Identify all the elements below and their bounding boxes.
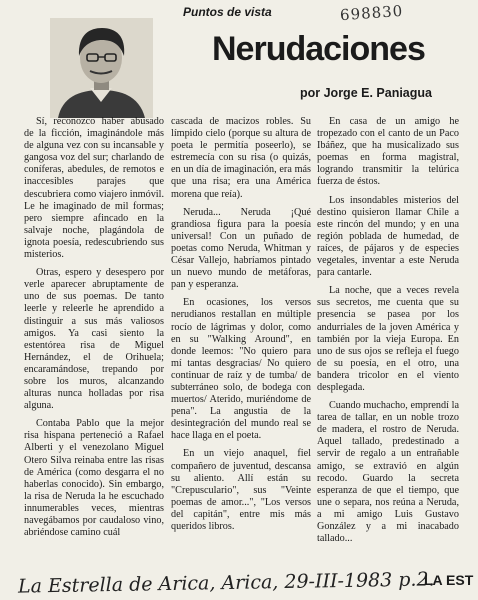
paragraph: La noche, que a veces revela sus secretos, me cuenta que su presencia se pasea por los andurriales de la joven América y también por la vieja Europa. En uno de sus ojos se refleja el fuego de su poesía, en el otro, una bandera tricolor en el viento desplegada. <box>317 285 459 393</box>
archive-stamp: 698830 <box>339 1 404 25</box>
paragraph: Contaba Pablo que la mejor risa hispana perteneció a Rafael Alberti y el venezolano Miguel Otero Silva reinaba entre las risas de América (como desgarra el no haberlas conocido). Sin embargo, la risa de Neruda la he escuchado innumerables veces, mientras navegábamos por caudaloso vino, abriéndose camino cuál <box>24 418 164 539</box>
byline: por Jorge E. Paniagua <box>300 86 432 100</box>
handwritten-source-note: La Estrella de Arica, Arica, 29-III-1983 p.2. <box>17 568 435 598</box>
paragraph: En un viejo anaquel, fiel compañero de juventud, descansa su aliento. Allí están su "Crepusculario", sus "Veinte poemas de amor...", "Los versos del capitán", entre mis más queridos libros. <box>171 448 311 532</box>
article-title: Nerudaciones <box>212 30 425 68</box>
masthead-fragment: LA EST <box>424 572 474 588</box>
paragraph: En casa de un amigo he tropezado con el canto de un Paco Ibáñez, que ha musicalizado sus poemas en forma magistral, logrando transmitir la telúrica fuerza de éstos. <box>317 116 459 188</box>
article-column-2 <box>171 116 311 539</box>
paragraph: Cuando muchacho, emprendí la tarea de tallar, en un noble trozo de madera, el rostro de Neruda. Aquel tallado, predestinado a servir de regalo a un entrañable amigo, se extravió en algún recodo. Guardo la secreta esperanza de que el tiempo, que une o separa, nos reúna a Neruda, a mi amigo Luis Gustavo González y a mi inacabado tallado... <box>317 400 459 545</box>
paragraph: Los insondables misterios del destino quisieron llamar Chile a este rincón del mundo; y en una región poblada de humedad, de raíces, de pájaros y de especies vegetales, inventar a este Neruda para cantarle. <box>317 194 459 279</box>
paragraph: Neruda... Neruda ¡Qué grandiosa figura para la poesía universal! Con un puñado de poetas como Neruda, Whitman y César Vallejo, habríamos pintado un nuevo mundo de metáforas, pan y esperanza. <box>171 206 311 291</box>
paragraph: Sí, reconozco haber abusado de la ficción, imaginándole más de alguna vez con su incansable y gangosa voz del sur; charlando de coníferas, abedules, de remotos e inaccesibles parajes que descubriera como viajero inmóvil. Le he imaginado de mil formas; pero siempre afincado en la salvaje noche, plagándola de ignota poesía, redescubriendo sus misterios. <box>24 116 164 261</box>
paragraph: Otras, espero y desespero por verle aparecer abruptamente de uno de sus poemas. De tanto leerle y releerle he aprendido a distinguir a sus más valiosos amigos. Ya casi siento la estentórea risa de Miguel Hernández, el de Orihuela; encaramándose, trepando por sobre los muros, alcanzando alturas nunca holladas por risa alguna. <box>24 267 164 412</box>
author-photo <box>50 18 153 118</box>
paragraph: cascada de macizos robles. Su límpido cielo (porque su altura de poeta le permitía poseerlo), se estremecía con su risa (o quizás, en un día de imaginación, era más que una risa; era una América morena que reía). <box>171 116 311 200</box>
article-column-3 <box>317 116 459 551</box>
section-label: Puntos de vista <box>183 5 272 19</box>
paragraph: En ocasiones, los versos nerudianos restallan en múltiple rocío de lágrimas y dolor, como en su "Walking Around", en donde leemos: "No quiero para mí tantas desgracias/ No quiero continuar de raíz y de tumba/ de subterráneo solo, de bodega con muertos/ Aterido, muriéndome de pena". La angustia de la desintegración del mundo real se hace llaga en el poeta. <box>171 297 311 442</box>
article-column-1 <box>24 116 164 545</box>
author-portrait-image <box>50 18 153 118</box>
